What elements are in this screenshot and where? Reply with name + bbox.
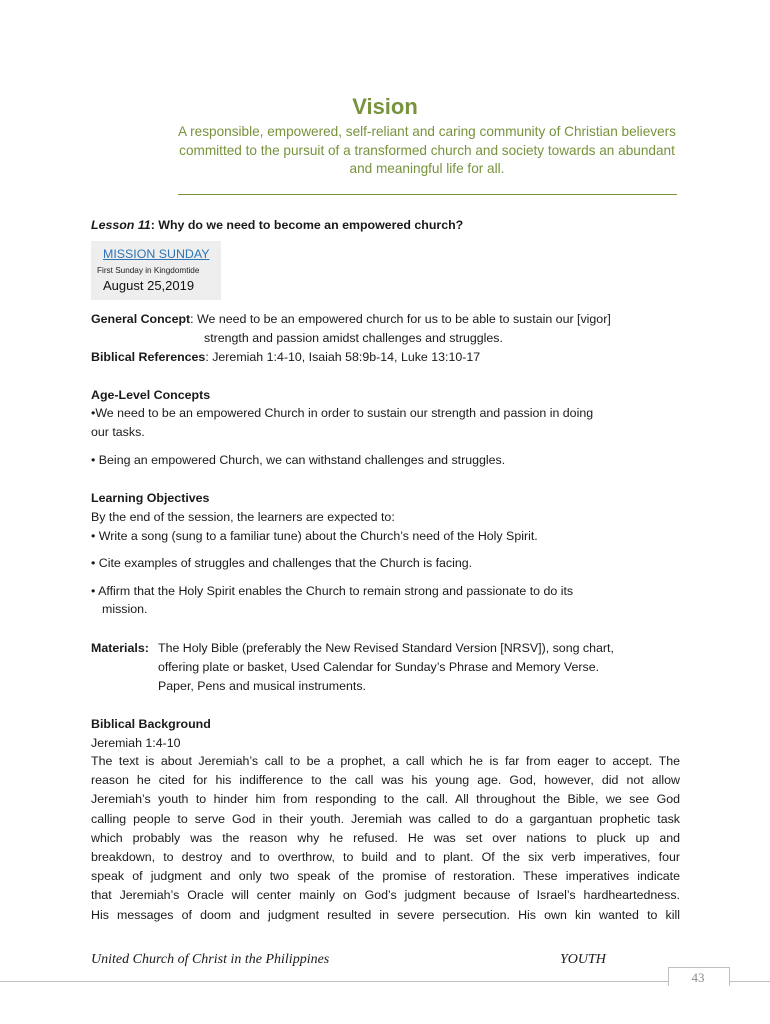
lesson-question: : Why do we need to become an empowered church? bbox=[150, 218, 464, 232]
mission-sunday-link[interactable]: MISSION SUNDAY bbox=[103, 247, 210, 261]
age-level-heading: Age-Level Concepts bbox=[91, 388, 211, 402]
age-level-item-2: • Being an empowered Church, we can withstand challenges and struggles. bbox=[91, 453, 506, 467]
general-concept-line1: General Concept: We need to be an empowered church for us to be able to sustain our [vigor] bbox=[91, 312, 611, 326]
page-number: 43 bbox=[691, 970, 705, 985]
paragraph-line: which probably was the reason why he refused. He was set over nations to pluck up and bbox=[91, 830, 680, 845]
objective-item-1: • Write a song (sung to a familiar tune) about the Church’s need of the Holy Spirit. bbox=[91, 529, 538, 543]
objective-item-3-cont: mission. bbox=[102, 602, 148, 616]
lesson-label: Lesson 11 bbox=[91, 218, 151, 232]
objective-item-3: • Affirm that the Holy Spirit enables the Church to remain strong and passionate to do its bbox=[91, 584, 574, 598]
badge-date: August 25,2019 bbox=[103, 278, 195, 293]
materials-line3: Paper, Pens and musical instruments. bbox=[158, 679, 366, 693]
age-level-item-1-cont: our tasks. bbox=[91, 425, 145, 439]
paragraph-line: His messages of doom and judgment resulted in severe persecution. His own kin wanted to kill bbox=[91, 907, 680, 922]
general-concept-label: General Concept bbox=[91, 312, 191, 326]
footer-divider bbox=[0, 981, 770, 982]
paragraph-line: Jeremiah’s youth to hinder him from responding to the call. All throughout the Bible, we see God bbox=[91, 792, 680, 807]
paragraph-line: breakdown, to destroy and to overthrow, to build and to plant. Of the six verb imperatives, four bbox=[91, 849, 680, 864]
objective-item-2: • Cite examples of struggles and challenges that the Church is facing. bbox=[91, 556, 473, 570]
learning-objectives-heading: Learning Objectives bbox=[91, 491, 210, 505]
biblical-references-label: Biblical References bbox=[91, 350, 206, 364]
biblical-background-heading: Biblical Background bbox=[91, 717, 211, 731]
materials-line1: The Holy Bible (preferably the New Revised Standard Version [NRSV]), song chart, bbox=[158, 641, 614, 655]
general-concept-line2: strength and passion amidst challenges and struggles. bbox=[204, 331, 503, 345]
paragraph-line: calling people to serve God in their youth. Jeremiah was called to do a gargantuan prophetic task bbox=[91, 811, 680, 826]
materials-label: Materials: bbox=[91, 641, 149, 655]
learning-objectives-intro: By the end of the session, the learners are expected to: bbox=[91, 510, 395, 524]
paragraph-line: that Jeremiah’s Oracle will center mainly on God’s judgment because of Israel’s hardheartedness. bbox=[91, 888, 680, 903]
age-level-item-1: •We need to be an empowered Church in order to sustain our strength and passion in doing bbox=[91, 406, 594, 420]
paragraph-line: reason he cited for his indifference to the call was his young age. God, however, did not allow bbox=[91, 773, 680, 788]
materials-line2: offering plate or basket, Used Calendar for Sunday’s Phrase and Memory Verse. bbox=[158, 660, 600, 674]
vision-divider bbox=[178, 194, 677, 195]
lesson-heading bbox=[91, 216, 463, 234]
paragraph-line: speak of judgment and only two speak of the promise of restoration. These imperatives indicate bbox=[91, 869, 680, 884]
biblical-background-reference: Jeremiah 1:4-10 bbox=[91, 736, 181, 750]
vision-title: Vision bbox=[352, 94, 418, 119]
vision-statement: A responsible, empowered, self-reliant and caring community of Christian believers committed to the pursuit of a transformed church and society towards an abundant and meaningful life for all. bbox=[178, 124, 676, 176]
footer-section: YOUTH bbox=[560, 952, 606, 967]
mission-sunday-badge bbox=[91, 241, 221, 300]
badge-subtitle: First Sunday in Kingdomtide bbox=[97, 266, 200, 275]
biblical-background-paragraph bbox=[91, 752, 680, 925]
biblical-references: Biblical References: Jeremiah 1:4-10, Isaiah 58:9b-14, Luke 13:10-17 bbox=[91, 350, 481, 364]
paragraph-line: The text is about Jeremiah’s call to be a prophet, a call which he is far from eager to accept. The bbox=[91, 754, 680, 768]
footer-organization: United Church of Christ in the Philippines bbox=[91, 952, 330, 967]
